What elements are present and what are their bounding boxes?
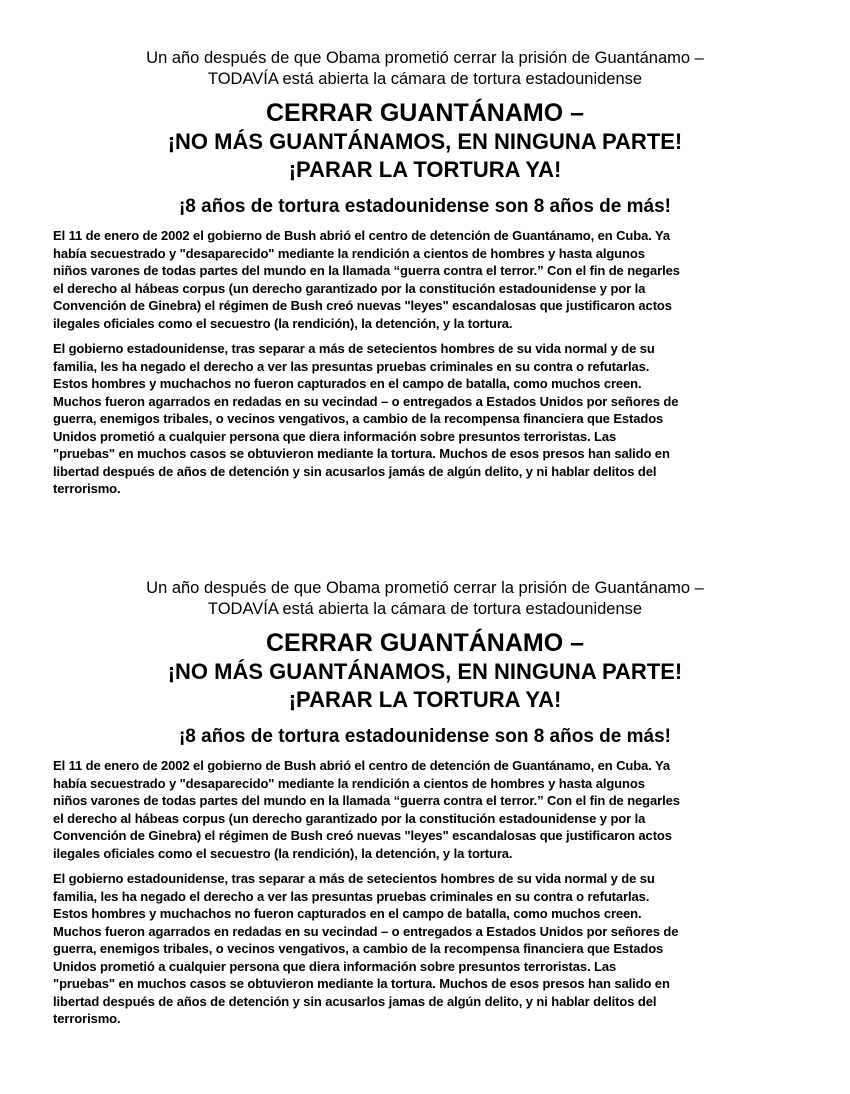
- subheadline: ¡8 años de tortura estadounidense son 8 años de más!: [178, 196, 671, 217]
- subheadline: ¡8 años de tortura estadounidense son 8 años de más!: [178, 726, 671, 747]
- flyer-bottom: [50, 578, 800, 1028]
- body-paragraph-2: El gobierno estadounidense, tras separar a más de setecientos hombres de su vida normal y de su familia, les ha negado el derecho a ver las presuntas pruebas criminales en su contra o refutarlas. Estos hombres y muchachos no fueron capturados en el campo de batalla, como muchos creen. Muchos fueron agarrados en redadas en su vecindad – o entregados a Estados Unidos por señores de guerra, enemigos tribales, o vecinos vengativos, a cambio de la recompensa financiera que Estados Unidos prometió a cualquier persona que diera información sobre presuntos terroristas. Las "pruebas" en muchos casos se obtuvieron mediante la tortura. Muchos de esos presos han salido en libertad después de años de detención y sin acusarlos jamás de algún delito, y ni hablar delitos del terrorismo.: [53, 341, 679, 496]
- body-paragraph-1: El 11 de enero de 2002 el gobierno de Bush abrió el centro de detención de Guantánamo, en Cuba. Ya había secuestrado y "desaparecido" mediante la rendición a cientos de hombres y hasta algunos niños varones de todas partes del mundo en la llamada “guerra contra el terror.” Con el fin de negarles el derecho al hábeas corpus (un derecho garantizado por la constitución estadounidense y por la Convención de Ginebra) el régimen de Bush creó nuevas "leyes" escandalosas que justificaron actos ilegales oficiales como el secuestro (la rendición), la detención, y la tortura.: [53, 758, 680, 861]
- intro-line-2: TODAVÍA está abierta la cámara de tortura estadounidense: [207, 70, 643, 88]
- headline-line-2: ¡NO MÁS GUANTÁNAMOS, EN NINGUNA PARTE!: [167, 659, 683, 684]
- body-paragraph-2: El gobierno estadounidense, tras separar a más de setecientos hombres de su vida normal y de su familia, les ha negado el derecho a ver las presuntas pruebas criminales en su contra o refutarlas. Estos hombres y muchachos no fueron capturados en el campo de batalla, como muchos creen. Muchos fueron agarrados en redadas en su vecindad – o entregados a Estados Unidos por señores de guerra, enemigos tribales, o vecinos vengativos, a cambio de la recompensa financiera que Estados Unidos prometió a cualquier persona que diera información sobre presuntos terroristas. Las "pruebas" en muchos casos se obtuvieron mediante la tortura. Muchos de esos presos han salido en libertad después de años de detención y sin acusarlos jamas de algún delito, y ni hablar delitos del terrorismo.: [53, 871, 679, 1026]
- headline: [50, 628, 800, 714]
- headline-line-3: ¡PARAR LA TORTURA YA!: [288, 687, 562, 712]
- intro-line-1: Un año después de que Obama prometió cerrar la prisión de Guantánamo –: [146, 579, 704, 597]
- intro-text: [50, 48, 800, 90]
- headline-line-2: ¡NO MÁS GUANTÁNAMOS, EN NINGUNA PARTE!: [167, 129, 683, 154]
- headline-line-1: CERRAR GUANTÁNAMO –: [265, 99, 585, 127]
- intro-text: [50, 578, 800, 620]
- headline-line-3: ¡PARAR LA TORTURA YA!: [288, 157, 562, 182]
- headline-line-1: CERRAR GUANTÁNAMO –: [265, 629, 585, 657]
- flyer-top: [50, 48, 800, 498]
- intro-line-2: TODAVÍA está abierta la cámara de tortura estadounidense: [207, 600, 643, 618]
- intro-line-1: Un año después de que Obama prometió cerrar la prisión de Guantánamo –: [146, 49, 704, 67]
- headline: [50, 98, 800, 184]
- body-paragraph-1: El 11 de enero de 2002 el gobierno de Bush abrió el centro de detención de Guantánamo, en Cuba. Ya había secuestrado y "desaparecido" mediante la rendición a cientos de hombres y hasta algunos niños varones de todas partes del mundo en la llamada “guerra contra el terror.” Con el fin de negarles el derecho al hábeas corpus (un derecho garantizado por la constitución estadounidense y por la Convención de Ginebra) el régimen de Bush creó nuevas "leyes" escandalosas que justificaron actos ilegales oficiales como el secuestro (la rendición), la detención, y la tortura.: [53, 228, 680, 331]
